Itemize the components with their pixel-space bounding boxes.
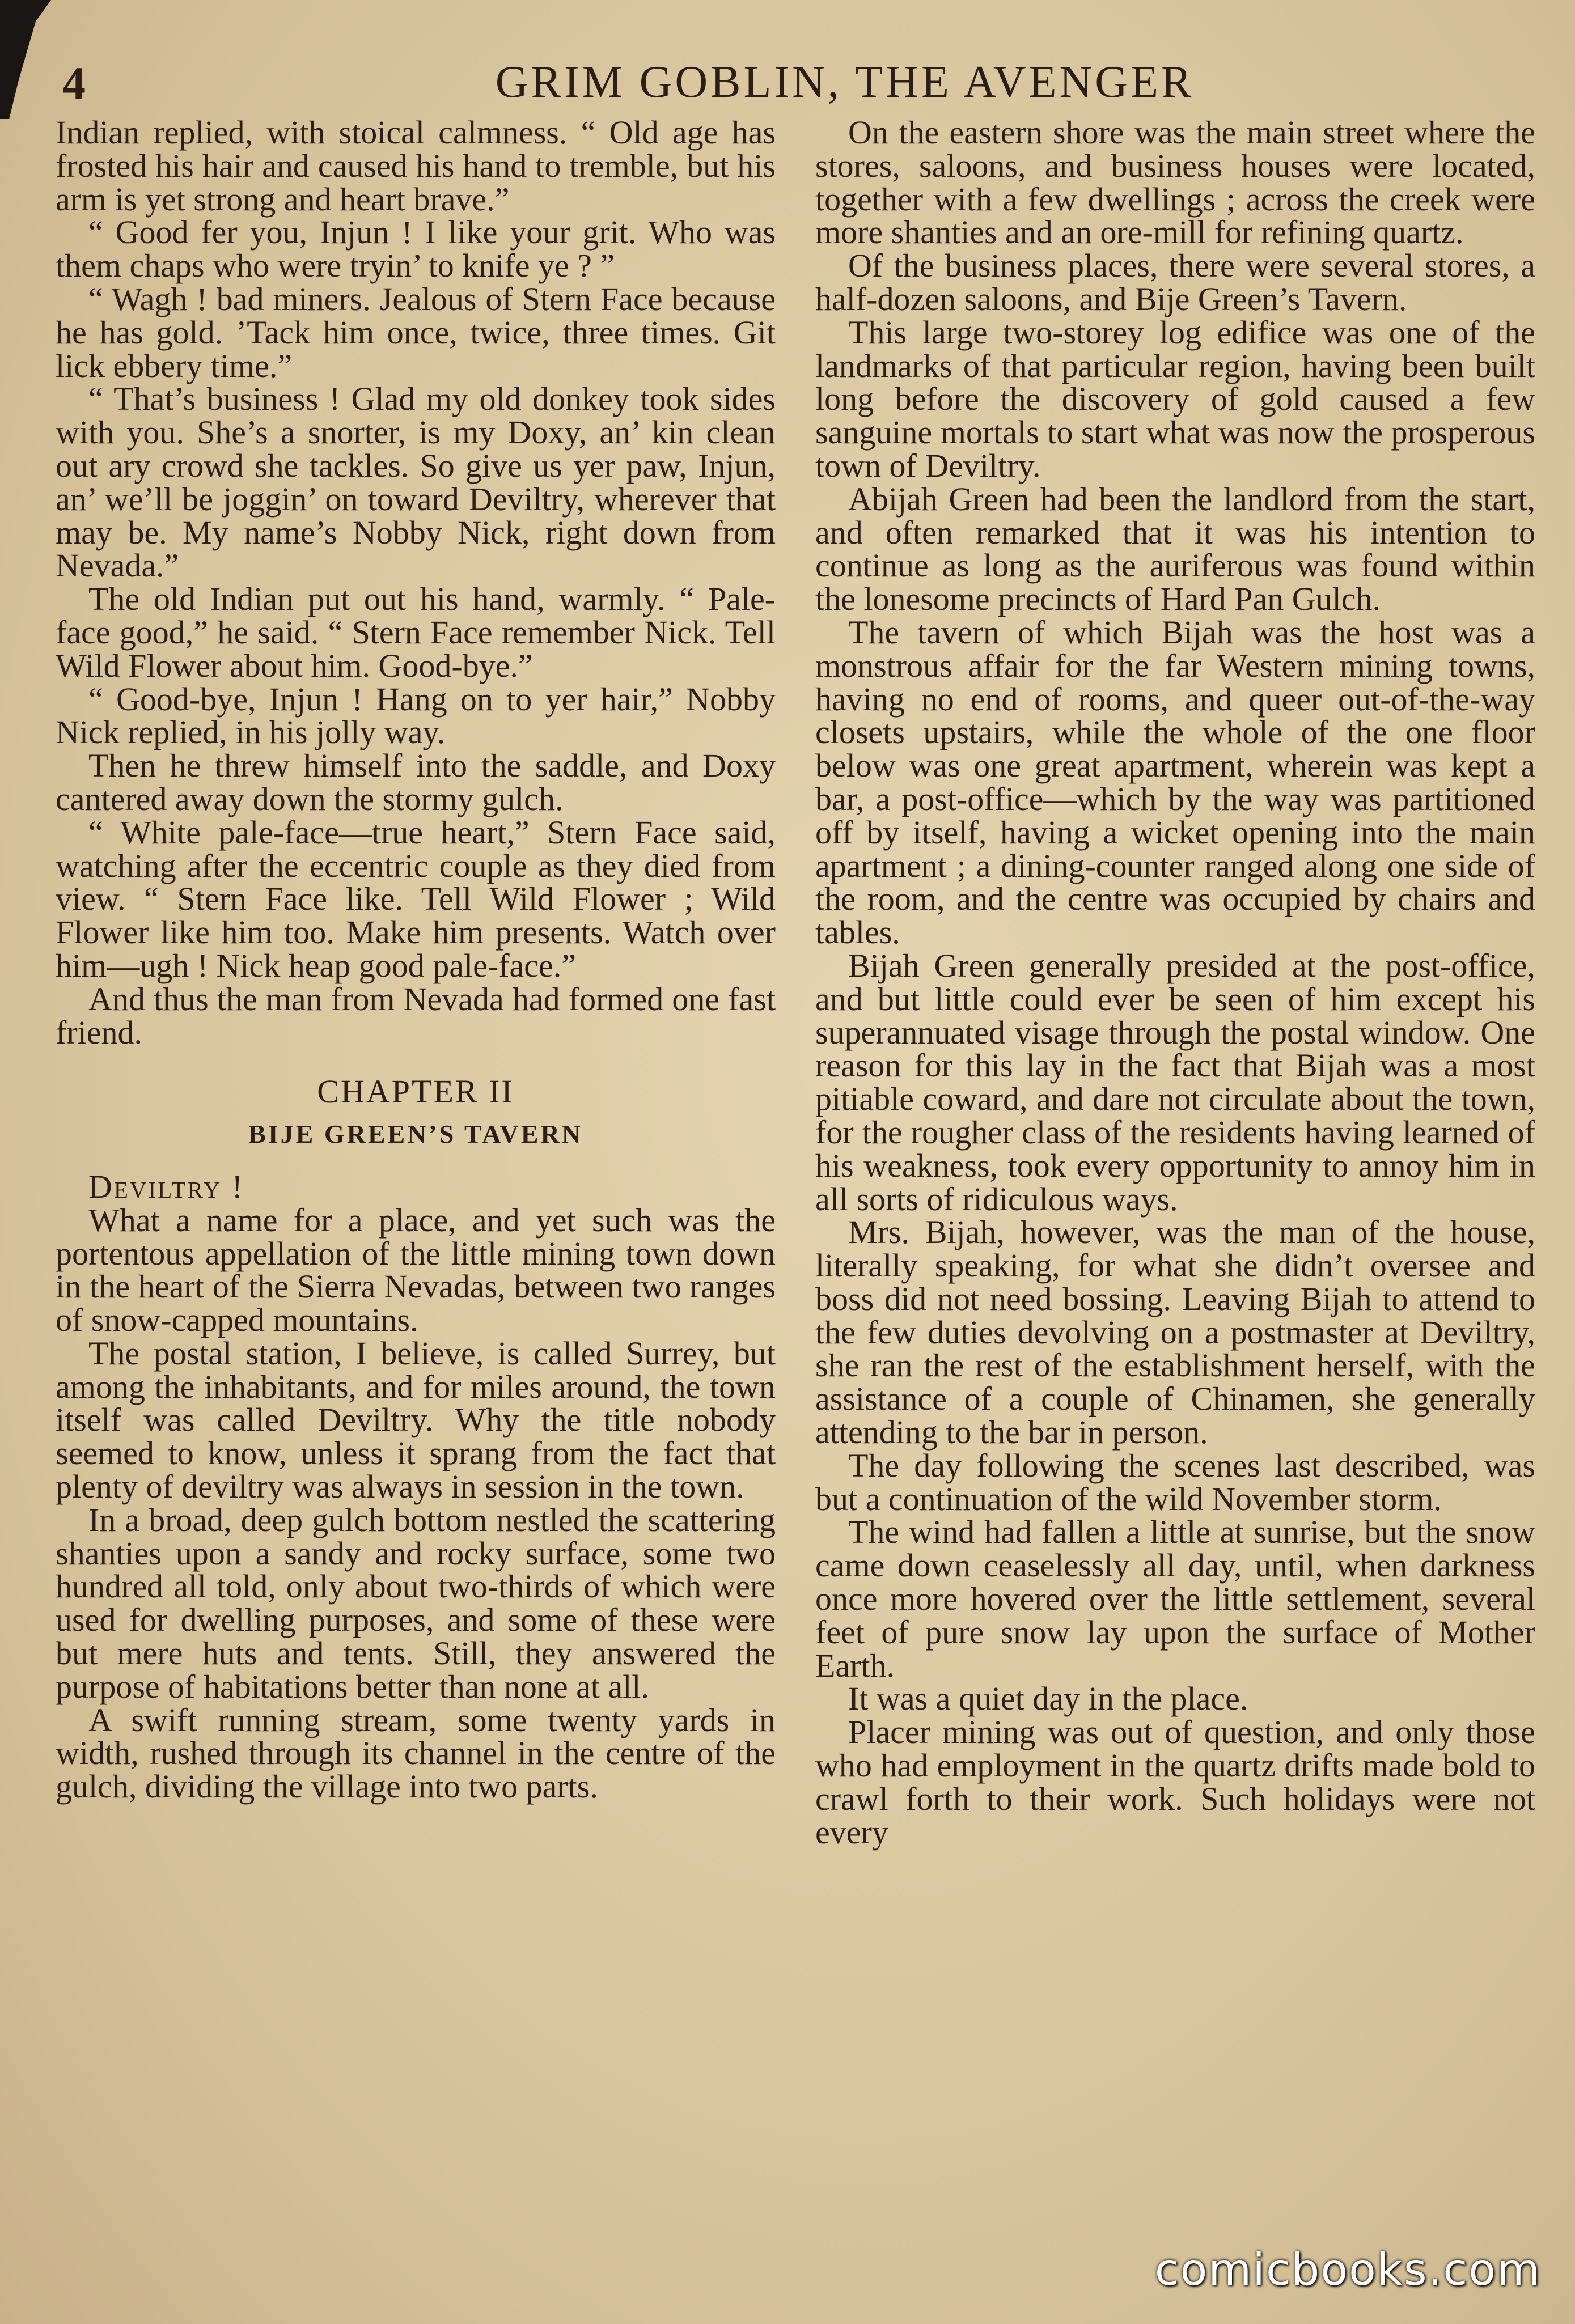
paragraph: The postal station, I believe, is called Surrey, but among the inhabitants, and for miles around, the town itself was called Deviltry. Why the title nobody seemed to know, unless it sprang from the fact that plenty of deviltry was always in session in the town. [56, 1334, 776, 1505]
paragraph: “ White pale-face—true heart,” Stern Face said, watching after the eccentric couple as they died from view. “ Stern Face like. Tell Wild Flower ; Wild Flower like him too. Make him presents. Watch over him—ugh ! Nick heap good pale-face.” [56, 813, 776, 984]
left-column [56, 116, 776, 1804]
site-watermark: comicbooks.com [1154, 2245, 1541, 2296]
paragraph: The old Indian put out his hand, warmly. “ Pale-face good,” he said. “ Stern Face remember Nick. Tell Wild Flower about him. Good-bye.” [56, 580, 776, 684]
paragraph: In a broad, deep gulch bottom nestled the scattering shanties upon a sandy and rocky surface, some two hundred all told, only about two-thirds of which were used for dwelling purposes, and some of these were but mere huts and tents. Still, they answered the purpose of habitations better than none at all. [56, 1501, 776, 1705]
paragraph: Of the business places, there were several stores, a half-dozen saloons, and Bije Green’s Tavern. [815, 247, 1535, 317]
running-title: GRIM GOBLIN, THE AVENGER [495, 57, 1195, 107]
paragraph: “ That’s business ! Glad my old donkey took sides with you. She’s a snorter, is my Doxy, an’ kin clean out ary crowd she tackles. So give us yer paw, Injun, an’ we’ll be joggin’ on toward Deviltry, wherever that may be. My name’s Nobby Nick, right down from Nevada.” [56, 380, 776, 584]
paragraph: “ Good-bye, Injun ! Hang on to yer hair,” Nobby Nick replied, in his jolly way. [56, 680, 776, 751]
paragraph: A swift running stream, some twenty yards in width, rushed through its channel in the centre of the gulch, dividing the village into two parts. [56, 1701, 776, 1805]
page-header [57, 57, 1531, 119]
right-column [815, 116, 1535, 1849]
paragraph: What a name for a place, and yet such was the portentous appellation of the little mining town down in the heart of the Sierra Nevadas, between two ranges of snow-capped mountains. [56, 1201, 776, 1339]
paragraph: “ Wagh ! bad miners. Jealous of Stern Face because he has gold. ’Tack him once, twice, three times. Git lick ebbery time.” [56, 280, 776, 384]
paragraph: It was a quiet day in the place. [848, 1680, 1248, 1717]
paragraph: The tavern of which Bijah was the host was a monstrous affair for the far Western mining towns, having no end of rooms, and queer out-of-the-way closets upstairs, while the whole of the one floor below was one great apartment, wherein was kept a bar, a post-office—which by the way was partitioned off by itself, having a wicket opening into the main apartment ; a dining-counter ranged along one side of the room, and the centre was occupied by chairs and tables. [815, 613, 1535, 951]
paragraph: This large two-storey log edifice was one of the landmarks of that particular region, having been built long before the discovery of gold caused a few sanguine mortals to start what was now the prosperous town of Deviltry. [815, 313, 1535, 484]
page-number: 4 [62, 57, 86, 109]
chapter-opening-word: Deviltry ! [88, 1168, 245, 1205]
paragraph: Bijah Green generally presided at the post-office, and but little could ever be seen of him except his superannuated visage through the postal window. One reason for this lay in the fact that Bijah was a most pitiable coward, and dare not circulate about the town, for the rougher class of the residents having learned of his weakness, took every opportunity to annoy him in all sorts of ridiculous ways. [815, 947, 1535, 1218]
chapter-title: CHAPTER II [317, 1073, 514, 1110]
torn-page-edge [0, 0, 51, 119]
paragraph: And thus the man from Nevada had formed one fast friend. [56, 980, 776, 1051]
paragraph: The day following the scenes last described, was but a continuation of the wild November storm. [815, 1447, 1535, 1517]
chapter-subtitle: BIJE GREEN’S TAVERN [248, 1119, 583, 1149]
chapter-opening [56, 1168, 776, 1205]
paragraph: Then he threw himself into the saddle, and Doxy cantered away down the stormy gulch. [56, 747, 776, 817]
paragraph: The wind had fallen a little at sunrise, but the snow came down ceaselessly all day, until, when darkness once more hovered over the little settlement, several feet of pure snow lay upon the surface of Mother Earth. [815, 1513, 1535, 1684]
paragraph: Abijah Green had been the landlord from the start, and often remarked that it was his intention to continue as long as the auriferous was found within the lonesome precincts of Hard Pan Gulch. [815, 480, 1535, 618]
paragraph: “ Good fer you, Injun ! I like your grit. Who was them chaps who were tryin’ to knife ye ? ” [56, 214, 776, 285]
paragraph: Mrs. Bijah, however, was the man of the house, literally speaking, for what she didn’t oversee and boss did not need bossing. Leaving Bijah to attend to the few duties devolving on a postmaster at Deviltry, she ran the rest of the establishment herself, with the assistance of a couple of Chinamen, she generally attending to the bar in person. [815, 1214, 1535, 1451]
paragraph: Placer mining was out of question, and only those who had employment in the quartz drifts made bold to crawl forth to their work. Such holidays were not every [815, 1714, 1535, 1851]
paragraph: Indian replied, with stoical calmness. “ Old age has frosted his hair and caused his hand to tremble, but his arm is yet strong and heart brave.” [56, 114, 776, 218]
paragraph: On the eastern shore was the main street where the stores, saloons, and business houses were located, together with a few dwellings ; across the creek were more shanties and an ore-mill for refining quartz. [815, 114, 1535, 251]
